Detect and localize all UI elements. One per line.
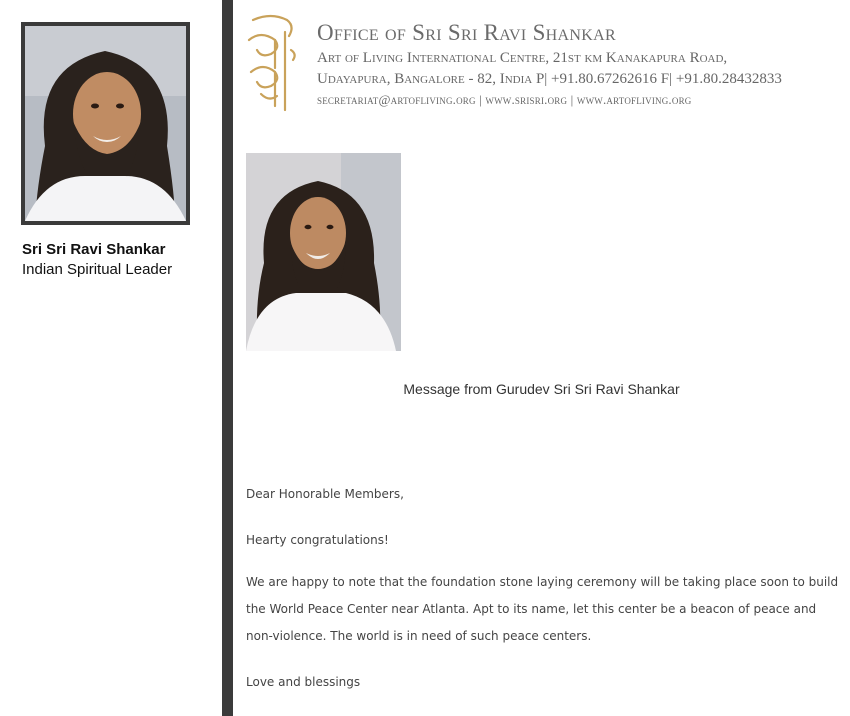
address-line-1: Art of Living International Centre, 21st km Kanakapura Road,: [317, 50, 728, 66]
message-body: We are happy to note that the foundation stone laying ceremony will be taking place soon to build the World Peace Center near Atlanta. Apt to its name, let this center be a beacon of peace and non-violence. The world is in need of such peace centers.: [246, 575, 839, 643]
portrait-image: [246, 153, 401, 351]
art-of-living-logo: [241, 10, 301, 114]
closing-line: Love and blessings: [246, 675, 361, 689]
profile-photo: [21, 22, 190, 225]
letter-photo: [246, 153, 401, 351]
address-line-2: Udayapura, Bangalore - 82, India P| +91.80.67262616 F| +91.80.28432833: [317, 71, 782, 87]
salutation: Dear Honorable Members,: [246, 487, 404, 501]
profile-name: Sri Sri Ravi Shankar: [22, 241, 166, 258]
profile-title: Indian Spiritual Leader: [22, 261, 173, 278]
column-divider: [222, 0, 233, 716]
congratulations-line: Hearty congratulations!: [246, 533, 389, 547]
profile-card: [0, 0, 222, 716]
office-title: Office of Sri Sri Ravi Shankar: [317, 20, 616, 45]
contact-line: secretariat@artofliving.org | www.srisri.org | www.artofliving.org: [317, 92, 692, 107]
message-heading: Message from Gurudev Sri Sri Ravi Shankar: [403, 381, 680, 397]
letter-document: [233, 0, 850, 716]
portrait-image: [25, 26, 186, 221]
